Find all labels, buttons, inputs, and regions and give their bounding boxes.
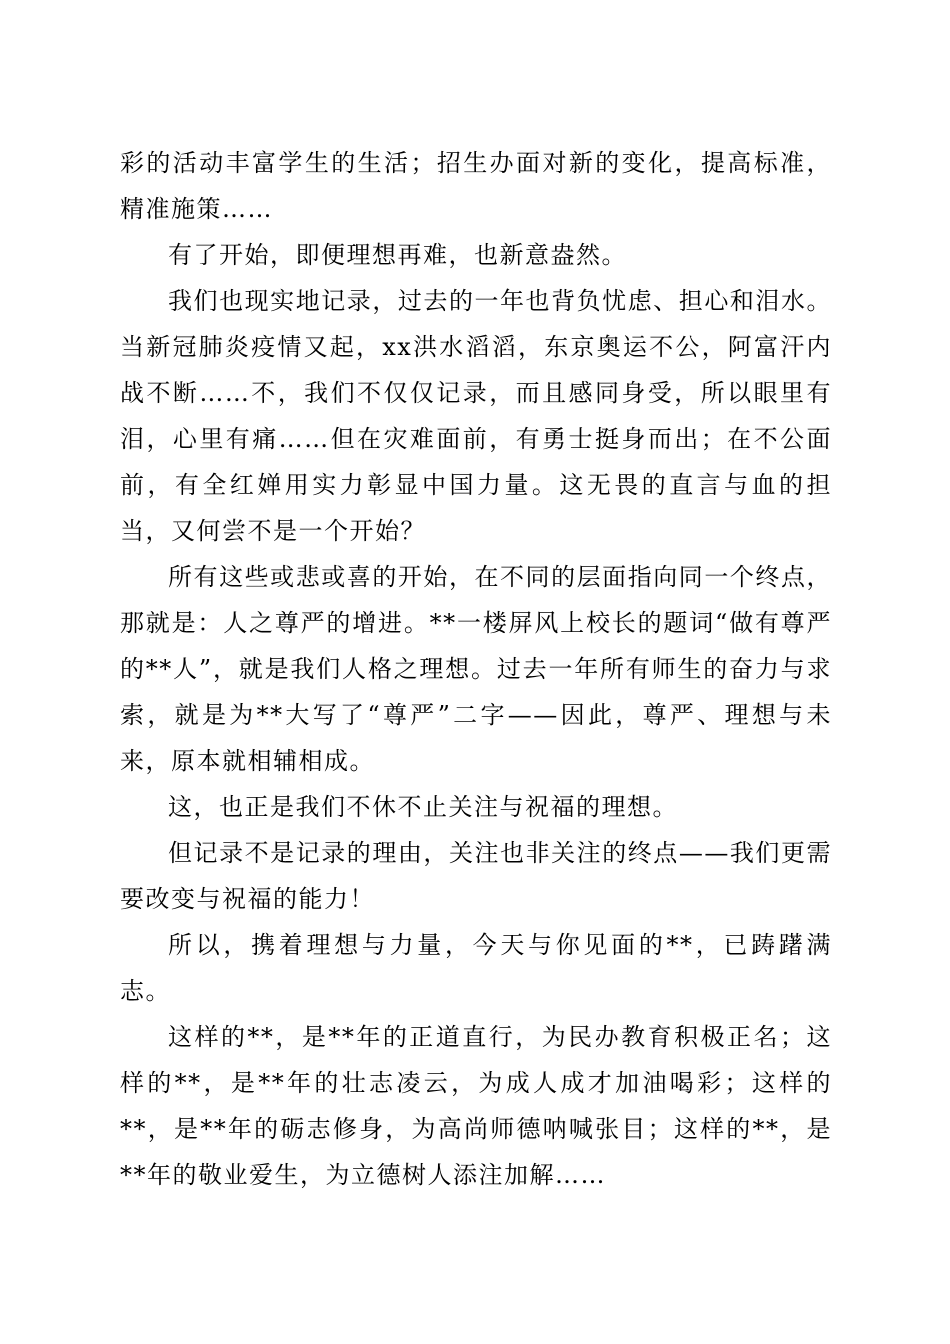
paragraph-3: 我们也现实地记录，过去的一年也背负忧虑、担心和泪水。当新冠肺炎疫情又起，xx洪水滔滔，东京奥运不公，阿富汗内战不断……不，我们不仅仅记录，而且感同身受，所以眼里有泪，心里有痛……但在灾难面前，有勇士挺身而出；在不公面前，有全红婵用实力彰显中国力量。这无畏的直言与血的担当，又何尝不是一个开始？ <box>120 287 832 545</box>
paragraph-5: 这，也正是我们不休不止关注与祝福的理想。 <box>168 793 678 821</box>
paragraph-6: 但记录不是记录的理由，关注也非关注的终点——我们更需要改变与祝福的能力！ <box>120 839 832 913</box>
document-body <box>120 140 832 1198</box>
paragraph-8: 这样的**，是**年的正道直行，为民办教育积极正名；这样的**，是**年的壮志凌云，为成人成才加油喝彩；这样的**，是**年的砺志修身，为高尚师德呐喊张目；这样的**，是**年的敬业爱生，为立德树人添注加解…… <box>120 1023 832 1189</box>
paragraph-4: 所有这些或悲或喜的开始，在不同的层面指向同一个终点，那就是：人之尊严的增进。**一楼屏风上校长的题词“做有尊严的**人”，就是我们人格之理想。过去一年所有师生的奋力与求索，就是为**大写了“尊严”二字——因此，尊严、理想与未来，原本就相辅相成。 <box>120 563 832 775</box>
paragraph-2: 有了开始，即便理想再难，也新意盎然。 <box>168 241 627 269</box>
paragraph-7: 所以，携着理想与力量，今天与你见面的**，已踌躇满志。 <box>120 931 832 1005</box>
paragraph-1: 彩的活动丰富学生的生活；招生办面对新的变化，提高标准，精准施策…… <box>120 149 832 223</box>
